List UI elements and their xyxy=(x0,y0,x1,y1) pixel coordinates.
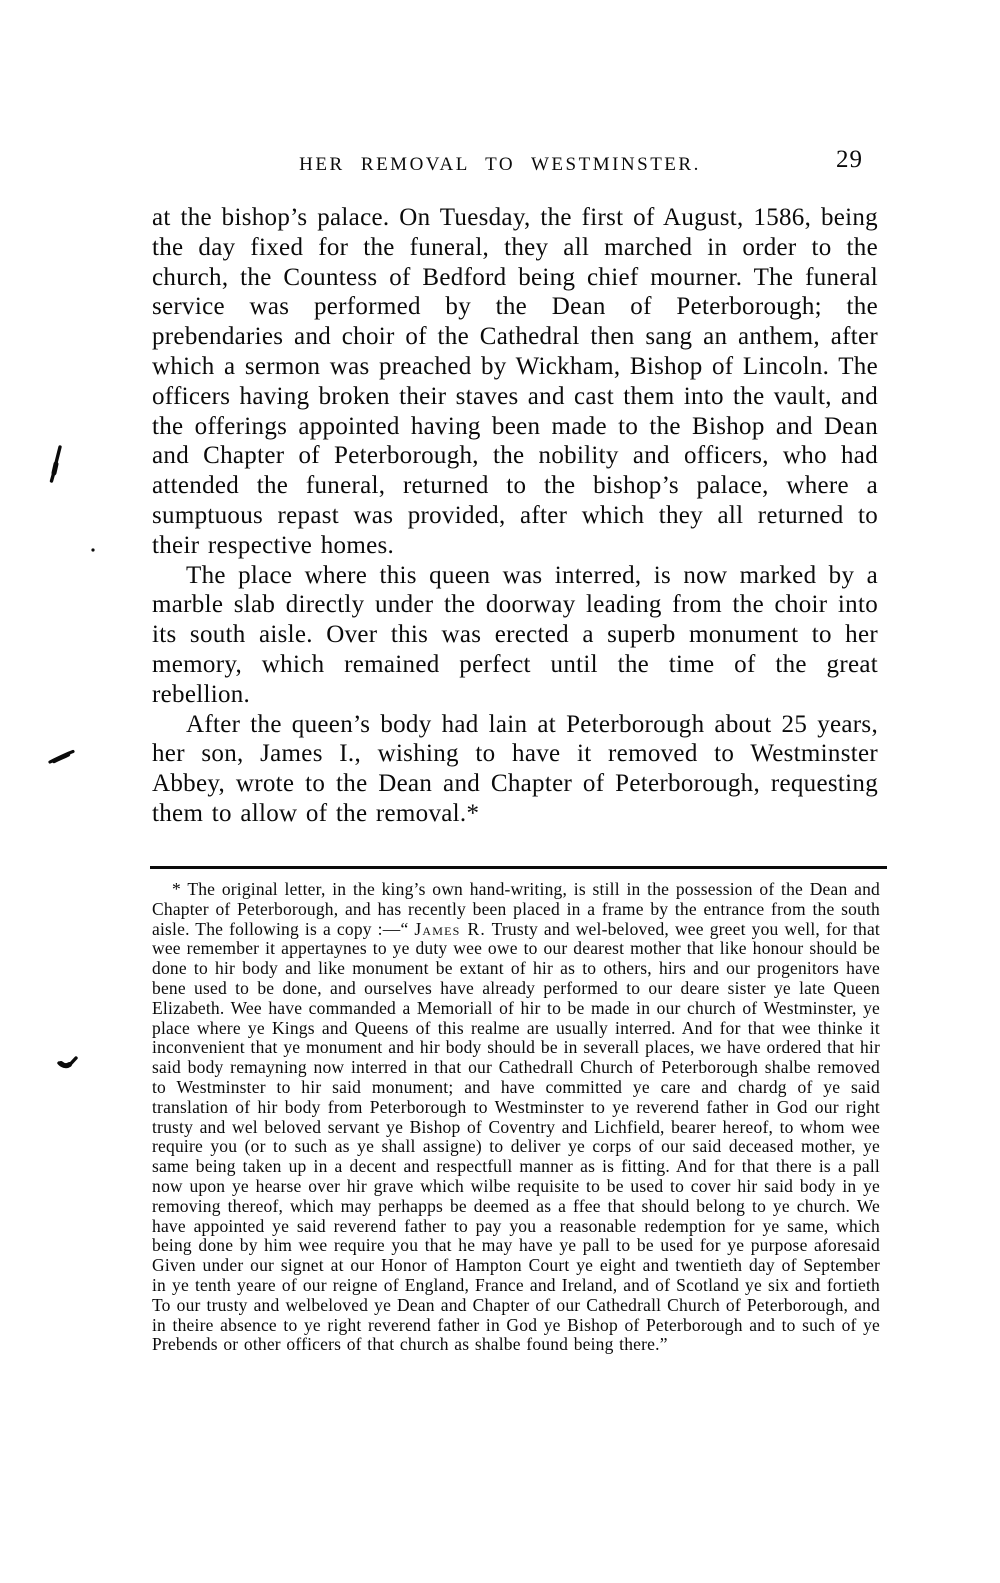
footnote-paragraph xyxy=(152,880,880,1355)
pen-dash-mark xyxy=(48,748,76,766)
paragraph-continuation: at the bishop’s palace. On Tuesday, the first of August, 1586, being the day fixed for the funeral, they all marched in order to the church, the Countess of Bedford being chief mourner. The funeral service was performed by the Dean of Peterborough; the prebendaries and choir of the Cathedral then sang an anthem, after which a sermon was preached by Wickham, Bishop of Lincoln. The officers having broken their staves and cast them into the vault, and the offerings appointed having been made to the Bishop and Dean and Chapter of Peterborough, the nobility and officers, who had attended the funeral, returned to the bishop’s palace, where a sumptuous repast was provided, after which they all returned to their respective homes. xyxy=(152,204,878,559)
body-text xyxy=(152,203,878,829)
footnote-divider-rule xyxy=(150,866,887,869)
footnote xyxy=(152,880,880,1355)
pen-dot-mark xyxy=(90,547,96,553)
page-number: 29 xyxy=(836,146,863,173)
paragraph-removal: After the queen’s body had lain at Peterborough about 25 years, her son, James I., wishing to have it removed to Westminster Abbey, wrote to the Dean and Chapter of Peterborough, requesting them to allow of the removal.* xyxy=(152,710,878,827)
running-header-title: HER REMOVAL TO WESTMINSTER. xyxy=(299,154,701,175)
footnote-text-letter: Trusty and wel-beloved, wee greet you well, for that wee remember it appertaynes to ye duty wee owe to our dearest mother that like honour should be done to hir body and like monument be extant of hir as to others, hirs and our progenitors have bene used to be done, and ourselves have already performed to our deare sister ye late Queen Elizabeth. Wee have commanded a Memoriall of hir to be made in our church of Westminster, ye place where ye Kings and Queens of this realme are usually interred. And for that wee thinke it inconvenient that ye monument and hir body should be in severall places, we have ordered that hir said body remayning now interred in that our Cathedrall Church of Peterborough shalbe removed to Westminster to hir said monument; and have committed ye care and chardg of ye said translation of hir body from Peterborough to Westminster to ye reverend father in God our right trusty and wel beloved servant ye Bishop of Coventry and Lichfield, bearer hereof, to whom wee require you (or to such as ye shall assigne) to deliver ye corps of our said deceased mother, ye same being taken up in a decent and respectfull manner as is fitting. And for that there is a pall now upon ye hearse over hir grave which wilbe requisite to be used to cover hir said body in ye removing thereof, which may perhapps be deemed as a ffee that should belong to ye church. We have appointed ye said reverend father to pay you a reasonable redemption for ye same, which being done by him wee require you that he may have ye pall to be used for ye purpose aforesaid Given under our signet at our Honor of Hampton Court ye eight and twentieth day of September in ye tenth yeare of our reigne of England, France and Ireland, and of Scotland ye six and fortieth To our trusty and welbeloved ye Dean and Chapter of our Cathedrall Church of Peterborough, and in theire absence to ye right reverend father in God ye Bishop of Peterborough and to such of ye Prebends or other officers of that church as shalbe found being there.” xyxy=(152,918,880,1355)
footnote-signature-james-r: James R. xyxy=(414,918,486,939)
footnote-text-intro: * The original letter, in the king’s own hand-writing, is still in the possession of the Dean and Chapter of Peterborough, and has recently been placed in a frame by the entrance from the south aisle. The following is a copy :—“ xyxy=(152,879,880,939)
paragraph-interment: The place where this queen was interred, is now marked by a marble slab directly under the doorway leading from the choir into its south aisle. Over this was erected a superb monument to her memory, which remained perfect until the time of the great rebellion. xyxy=(152,561,878,708)
pen-check-mark xyxy=(57,1053,79,1071)
pen-slash-mark xyxy=(48,444,64,484)
